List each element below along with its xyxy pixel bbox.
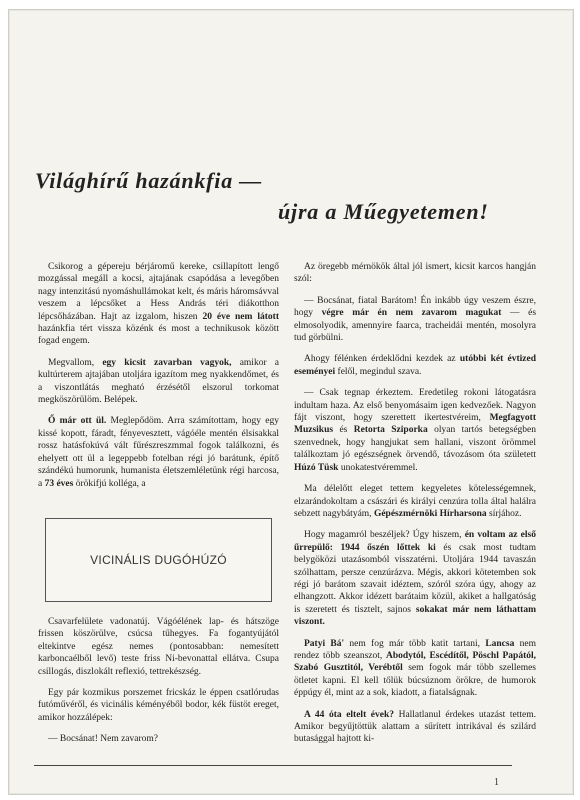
paragraph: — Bocsánat, fiatal Barátom! Én inkább úgy veszem észre, hogy végre már én nem zavarom magukat — és elmosolyodik, amennyire faarca, tracheidái mentén, mosolyra tud görbülni.	[294, 295, 537, 344]
paragraph: Megvallom, egy kicsit zavarban vagyok, amikor a kultúrterem ajtajában utoljára igazítom meg nyakkendőmet, és a viszontlátás megható érzésétől elszorul torkomat megköszörülöm. Belépek.	[38, 357, 279, 406]
box-label: VICINÁLIS DUGÓHÚZÓ	[90, 553, 227, 567]
paragraph: Ahogy félénken érdeklődni kezdek az utóbbi két évtized eseményei felől, megindul szava.	[294, 354, 536, 377]
right-column	[294, 261, 536, 755]
article-title-line-2: újra a Műegyetemen!	[278, 199, 489, 224]
paragraph: A 44 óta eltelt évek? Hallatlanul érdekes utazást tettem. Amikor begyűjtöttük alattam a sűrített intrikával és szilárd butasággal hajtott ki-	[294, 709, 536, 745]
paragraph: Az öregebb mérnökök által jól ismert, kicsit karcos hangján szól:	[294, 262, 536, 285]
document-page	[8, 9, 574, 795]
paragraph: Csavarfelülete vadonatúj. Vágóélének lap- és hátszöge frissen köszörülve, csúcsa tűhegyes. Fa fogantyújától eltekintve egész nemes (pontosabban: nemesített karboncaélből levő) teste friss Ni-bevonattal ellátva. Csupa csillogás, diszlokált reflexió, tettrekészség.	[38, 617, 279, 677]
paragraph: Ő már ott ül. Meglepődöm. Arra számítottam, hogy egy kissé kopott, fáradt, fényevesztett, vágóéle mentén élsisakkal rossz hatásfokúvá vált fűrészreszmmal fogok találkozni, és ehelyett ott ül a legeppebb fotelban régi jó barátunk, építő szándékú humorunk, humanista életszemléletünk régi harcosa, a 73 éves örökifjú kolléga, a	[38, 416, 279, 489]
paragraph: Ma délelőtt eleget tettem kegyeletes kötelességemnek, elzarándokoltam a császári és királyi cenzúra tolla által halálra sebzett nagybátyám, Gépészmérnöki Hírharsona sírjához.	[294, 484, 536, 519]
article-title-line-1: Világhírű hazánkfia —	[35, 168, 263, 193]
page-number: 1	[494, 777, 499, 788]
paragraph: Patyi Bá' nem fog már több katit tartani, Lancsa nem rendez több szeanszot, Abodytól, Escédítől, Pöschl Papától, Szabó Gusztitól, Verébtől sem fogok már több szellemes ötletet kapni. El kell tőlük búcsúznom örökre, de humorok éppúgy él, mint az a sok, kiadott, a fiatalságnak.	[294, 638, 537, 699]
footer-rule	[34, 765, 512, 766]
image-placeholder-box	[45, 518, 272, 602]
paragraph: Csikorog a gépereju bérjáromű kereke, csillapított lengő mozgással megáll a kocsi, ajtajának csapódása a levegőben nagy intenzitású nyomáshullámokat kelt, és máris háromsávval veszem a lépcsőket a Hess András téri diákotthon lépcsőházában. Hajt az izgalom, hiszen 20 éve nem látott hazánkfia tért vissza közénk és most a technikusok között fogad engem.	[38, 262, 279, 347]
left-column-continued	[38, 616, 279, 755]
paragraph: — Bocsánat! Nem zavarom?	[48, 734, 158, 745]
paragraph: — Csak tegnap érkeztem. Eredetileg rokoni látogatásra indultam haza. Az első benyomásaim igen kedvezőek. Nagyon fájt viszont, hogy szerettett ikertestvéreim, Megfagyott Muzsikus és Retorta Sziporka olyan tartós betegségben szenvednek, hogy hangjukat sem hallani, viszont örömmel találkoztam jó egészségnek örvendő, távozásom óta született Húzó Tüsk unokatestvéremmel.	[294, 388, 537, 473]
paragraph: Egy pár kozmikus porszemet fricskáz le éppen csatlórudas futóművéről, és vicinális kéményéből bodor, kék füstöt ereget, amikor hozzálépek:	[38, 688, 279, 723]
paragraph: Hogy magamról beszéljek? Úgy hiszem, én voltam az első űrrepülő: 1944 őszén lőttek ki és csak most tudtam belygöközi utazásomból visszatérni. Utoljára 1944 tavaszán szólhattam, persze cenzúrázva. Mégis, akkori kötetemben sok régi jó barátom szavait idéztem, szóról szóra úgy, ahogy az elhangzott. Akkor idézett barátaim közül, akiket a hallgatóság is szeretett és tisztelt, sajnos sokakat már nem láthattam viszont.	[294, 530, 536, 628]
left-column	[38, 261, 279, 499]
